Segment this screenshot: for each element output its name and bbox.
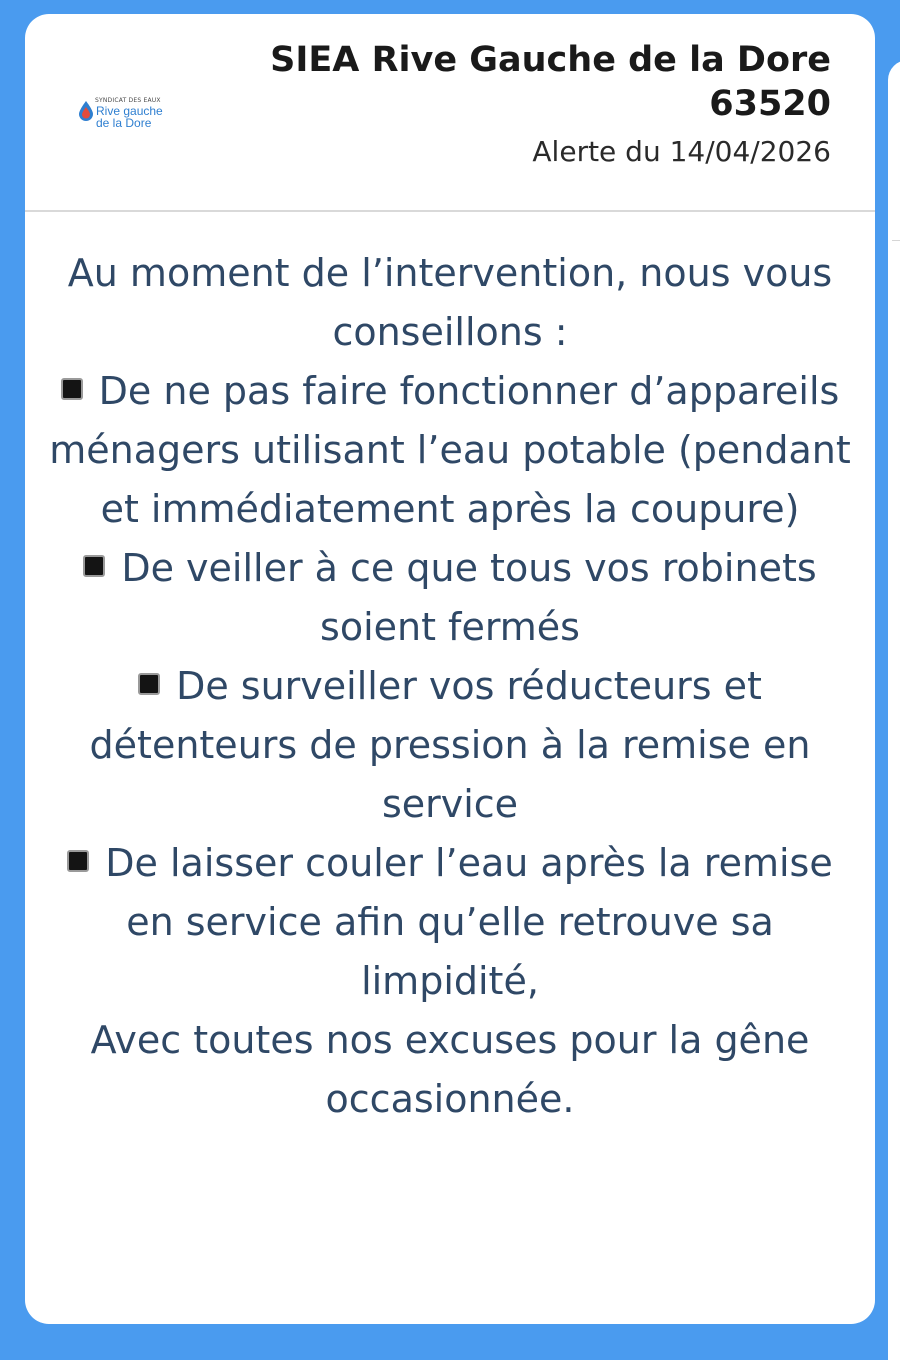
advice-item	[45, 657, 855, 834]
adjacent-card-edge	[888, 60, 900, 1360]
siea-logo	[79, 97, 189, 131]
black-square-icon	[83, 555, 105, 577]
organization-title: SIEA Rive Gauche de la Dore	[270, 40, 831, 80]
advice-item	[45, 362, 855, 539]
alert-date: Alerte du 14/04/2026	[532, 135, 831, 168]
black-square-icon	[138, 673, 160, 695]
black-square-icon	[61, 378, 83, 400]
advice-item-text: De surveiller vos réducteurs et détenteurs de pression à la remise en service	[89, 664, 811, 826]
logo-line-3: de la Dore	[96, 116, 152, 130]
advice-item	[45, 539, 855, 657]
logo-line-2: Rive gauche	[96, 104, 163, 118]
alert-header	[25, 14, 875, 212]
alert-message	[25, 212, 875, 1129]
alert-card	[25, 14, 875, 1324]
closing-text: Avec toutes nos excuses pour la gêne occasionnée.	[90, 1018, 810, 1121]
black-square-icon	[67, 850, 89, 872]
divider	[892, 240, 900, 241]
header-info	[270, 38, 831, 172]
water-drop-icon	[79, 101, 93, 121]
advice-item-text: De laisser couler l’eau après la remise en service afin qu’elle retrouve sa limpidité,	[105, 841, 833, 1003]
intro-text: Au moment de l’intervention, nous vous conseillons :	[67, 251, 833, 354]
logo-line-1: SYNDICAT DES EAUX	[95, 97, 161, 104]
advice-item-text: De ne pas faire fonctionner d’appareils ménagers utilisant l’eau potable (pendant et immédiatement après la coupure)	[49, 369, 851, 531]
advice-item-text: De veiller à ce que tous vos robinets soient fermés	[121, 546, 817, 649]
advice-item	[45, 834, 855, 1011]
postal-code: 63520	[709, 84, 831, 124]
